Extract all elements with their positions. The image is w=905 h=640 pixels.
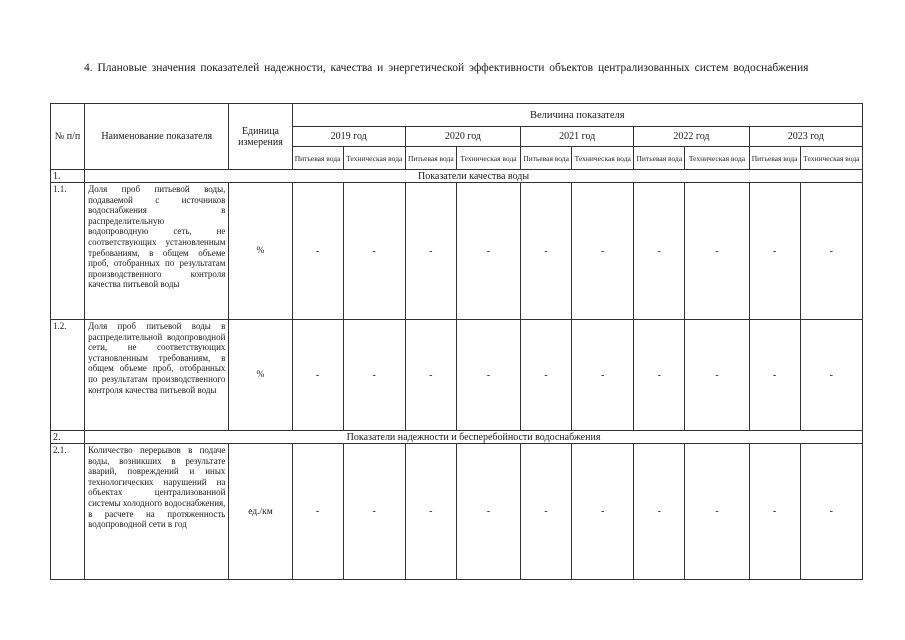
indicator-name: Количество перерывов в подаче воды, возникших в результате аварий, повреждений и иных технологических нарушений на объектах централизованной системы холодного водоснабжения, в расчете на протяженность водопроводной сети в год [85, 444, 229, 580]
value-cell: - [800, 320, 862, 431]
value-cell: - [800, 183, 862, 320]
value-cell: - [572, 183, 634, 320]
value-cell: - [456, 183, 520, 320]
value-cell: - [292, 183, 343, 320]
table-row [51, 183, 863, 320]
value-cell: - [572, 444, 634, 580]
value-cell: - [521, 444, 572, 580]
year-header: 2019 год [292, 127, 405, 147]
subheader-technical: Техническая вода [343, 147, 405, 170]
value-cell: - [343, 320, 405, 431]
header-row-1 [51, 104, 863, 127]
value-cell: - [749, 320, 800, 431]
year-header: 2021 год [521, 127, 634, 147]
subheader-technical: Техническая вода [456, 147, 520, 170]
indicator-name: Доля проб питьевой воды, подаваемой с источников водоснабжения в распределительную водопроводную сеть, не соответствующих установленным требованиям, в общем объеме проб, отобранных по результатам производственного контроля качества питьевой воды [85, 183, 229, 320]
value-cell: - [456, 444, 520, 580]
column-header-value-group: Величина показателя [292, 104, 862, 127]
section-title: Показатели качества воды [85, 170, 863, 183]
value-cell: - [685, 320, 749, 431]
value-cell: - [292, 320, 343, 431]
value-cell: - [749, 444, 800, 580]
indicator-name: Доля проб питьевой воды в распределительной водопроводной сети, не соответствующих установленным требованиям, в общем объеме проб, отобранных по результатам производственного контроля качества питьевой воды [85, 320, 229, 431]
value-cell: - [634, 320, 685, 431]
value-cell: - [405, 183, 456, 320]
value-cell: - [405, 320, 456, 431]
value-cell: - [685, 183, 749, 320]
row-number: 2.1. [51, 444, 85, 580]
section-heading: 4. Плановые значения показателей надежности, качества и энергетической эффективности объектов централизованных систем водоснабжения [84, 62, 809, 74]
value-cell: - [521, 320, 572, 431]
value-cell: - [749, 183, 800, 320]
subheader-potable: Питьевая вода [292, 147, 343, 170]
subheader-technical: Техническая вода [572, 147, 634, 170]
indicator-unit: % [229, 320, 292, 431]
value-cell: - [634, 183, 685, 320]
section-title: Показатели надежности и бесперебойности водоснабжения [85, 431, 863, 444]
value-cell: - [343, 183, 405, 320]
value-cell: - [292, 444, 343, 580]
year-header: 2023 год [749, 127, 862, 147]
value-cell: - [800, 444, 862, 580]
value-cell: - [343, 444, 405, 580]
section-number: 1. [51, 170, 85, 183]
year-header: 2020 год [405, 127, 520, 147]
subheader-potable: Питьевая вода [521, 147, 572, 170]
column-header-name: Наименование показателя [85, 104, 229, 170]
indicator-unit: % [229, 183, 292, 320]
value-cell: - [634, 444, 685, 580]
table-row [51, 320, 863, 431]
column-header-unit: Единица измерения [229, 104, 292, 170]
year-header: 2022 год [634, 127, 749, 147]
subheader-potable: Питьевая вода [405, 147, 456, 170]
row-number: 1.1. [51, 183, 85, 320]
table-row [51, 444, 863, 580]
value-cell: - [456, 320, 520, 431]
value-cell: - [521, 183, 572, 320]
value-cell: - [405, 444, 456, 580]
section-row [51, 431, 863, 444]
section-row [51, 170, 863, 183]
subheader-potable: Питьевая вода [634, 147, 685, 170]
subheader-potable: Питьевая вода [749, 147, 800, 170]
subheader-technical: Техническая вода [685, 147, 749, 170]
subheader-technical: Техническая вода [800, 147, 862, 170]
indicators-table [50, 103, 863, 580]
row-number: 1.2. [51, 320, 85, 431]
indicator-unit: ед./км [229, 444, 292, 580]
value-cell: - [572, 320, 634, 431]
column-header-number: № п/п [51, 104, 85, 170]
value-cell: - [685, 444, 749, 580]
section-number: 2. [51, 431, 85, 444]
